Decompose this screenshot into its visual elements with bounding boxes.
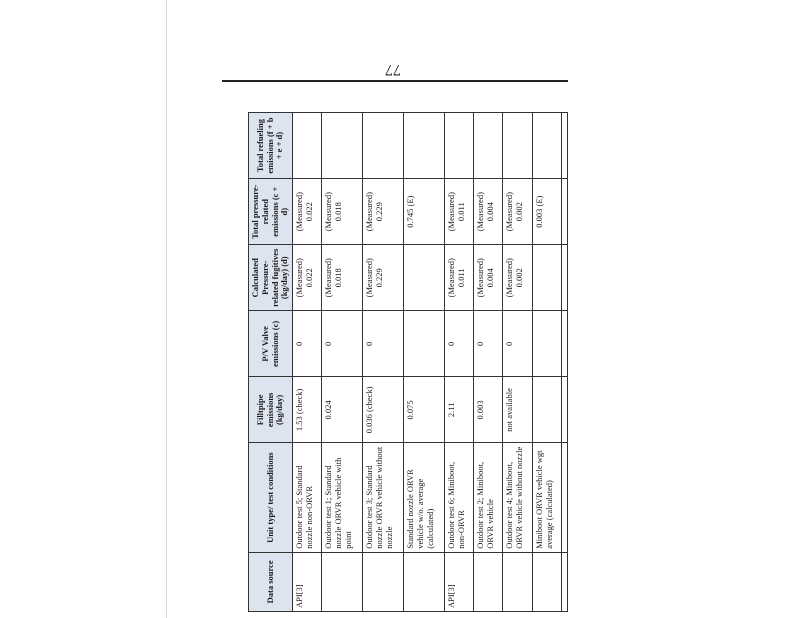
- table-row: [404, 113, 445, 612]
- cell-total-refuel: [322, 113, 363, 179]
- cell-total-refuel: [474, 113, 503, 179]
- cell-source: API[3]: [444, 552, 473, 611]
- cell-source: [532, 552, 561, 611]
- cell-source: [363, 552, 404, 611]
- rotated-table-wrapper: [248, 112, 568, 612]
- cell-source: [404, 552, 445, 611]
- header-pressure-fugitives: Calculated Pressure-related fugitives (kg/day) (d): [249, 245, 293, 311]
- cell-fugitive: (Measured) 0.002: [503, 245, 532, 311]
- table-row: [322, 113, 363, 612]
- cell-fill: [561, 377, 567, 443]
- page-number: 77: [385, 61, 401, 78]
- table-row: [363, 113, 404, 612]
- cell-unit: Miniboot ORVR vehicle wgt average (calculated): [532, 443, 561, 552]
- cell-unit: Outdoor test 3; Standard nozzle ORVR vehicle without nozzle: [363, 443, 404, 552]
- cell-source: [503, 552, 532, 611]
- header-total-refueling: Total refueling emissions (f + b + e + d): [249, 113, 293, 179]
- header-pv-valve: P/V Valve emissions (c): [249, 311, 293, 377]
- cell-fill: not available: [503, 377, 532, 443]
- cell-pv: [561, 311, 567, 377]
- cell-pv: 0: [474, 311, 503, 377]
- cell-pv: 0: [322, 311, 363, 377]
- cell-total-pressure: (Measured) 0.004: [474, 179, 503, 245]
- cell-unit: Standard nozzle ORVR vehicle w/o. average (calculated): [404, 443, 445, 552]
- cell-unit: Outdoor test 4; Miniboot, ORVR vehicle without nozzle: [503, 443, 532, 552]
- header-total-pressure: Total pressure-related emissions (c + d): [249, 179, 293, 245]
- emissions-table: [248, 112, 568, 612]
- cell-fill: 0.024: [322, 377, 363, 443]
- cell-total-refuel: [444, 113, 473, 179]
- table-row: [503, 113, 532, 612]
- cell-total-pressure: (Measured) 0.002: [503, 179, 532, 245]
- cell-total-pressure: (Measured) 0.018: [322, 179, 363, 245]
- cell-fill: 0.036 (check): [363, 377, 404, 443]
- table-row: [561, 113, 567, 612]
- cell-fugitive: [404, 245, 445, 311]
- cell-fill: [532, 377, 561, 443]
- cell-fugitive: (Measured) 0.229: [363, 245, 404, 311]
- cell-unit: [561, 443, 567, 552]
- cell-fill: 0.075: [404, 377, 445, 443]
- cell-fugitive: (Measured) 0.004: [474, 245, 503, 311]
- table-row: [474, 113, 503, 612]
- cell-total-refuel: [561, 113, 567, 179]
- binding-gutter-line: [166, 0, 167, 618]
- cell-total-refuel: [363, 113, 404, 179]
- cell-pv: [532, 311, 561, 377]
- header-rule: [222, 80, 568, 82]
- table-row: [293, 113, 322, 612]
- cell-total-pressure: 0.745 (E): [404, 179, 445, 245]
- cell-fugitive: [532, 245, 561, 311]
- cell-total-pressure: (Measured) 0.229: [363, 179, 404, 245]
- header-fillpipe-emissions: Filltpipe emissions (kg/day): [249, 377, 293, 443]
- cell-fugitive: [561, 245, 567, 311]
- table-row: [444, 113, 473, 612]
- cell-pv: [404, 311, 445, 377]
- cell-unit: Outdoor test 2; Miniboot, ORVR vehicle: [474, 443, 503, 552]
- cell-source: API[3]: [293, 552, 322, 611]
- cell-unit: Outdoor test 1; Standard nozzle ORVR vehicle with point: [322, 443, 363, 552]
- table-header-row: [249, 113, 293, 612]
- header-unit-type: Unit type/ test conditions: [249, 443, 293, 552]
- cell-pv: 0: [293, 311, 322, 377]
- cell-unit: Outdoor test 6; Miniboot, non-ORVR: [444, 443, 473, 552]
- cell-total-pressure: 0.003 (E): [532, 179, 561, 245]
- cell-fugitive: (Measured) 0.011: [444, 245, 473, 311]
- cell-fugitive: (Measured) 0.022: [293, 245, 322, 311]
- cell-pv: 0: [503, 311, 532, 377]
- cell-total-refuel: [503, 113, 532, 179]
- cell-source: [474, 552, 503, 611]
- cell-unit: Outdoor test 5; Standard nozzle non-ORVR: [293, 443, 322, 552]
- cell-total-pressure: (Measured) 0.022: [293, 179, 322, 245]
- cell-total-pressure: (Measured) 0.011: [444, 179, 473, 245]
- table-row: [532, 113, 561, 612]
- header-data-source: Data source: [249, 552, 293, 611]
- cell-pv: 0: [444, 311, 473, 377]
- cell-total-refuel: [404, 113, 445, 179]
- cell-fill: 0.003: [474, 377, 503, 443]
- cell-source: [322, 552, 363, 611]
- cell-fill: 2.11: [444, 377, 473, 443]
- cell-fugitive: (Measured) 0.018: [322, 245, 363, 311]
- cell-total-pressure: [561, 179, 567, 245]
- cell-total-refuel: [293, 113, 322, 179]
- cell-source: [561, 552, 567, 611]
- cell-fill: 1.53 (check): [293, 377, 322, 443]
- cell-total-refuel: [532, 113, 561, 179]
- cell-pv: 0: [363, 311, 404, 377]
